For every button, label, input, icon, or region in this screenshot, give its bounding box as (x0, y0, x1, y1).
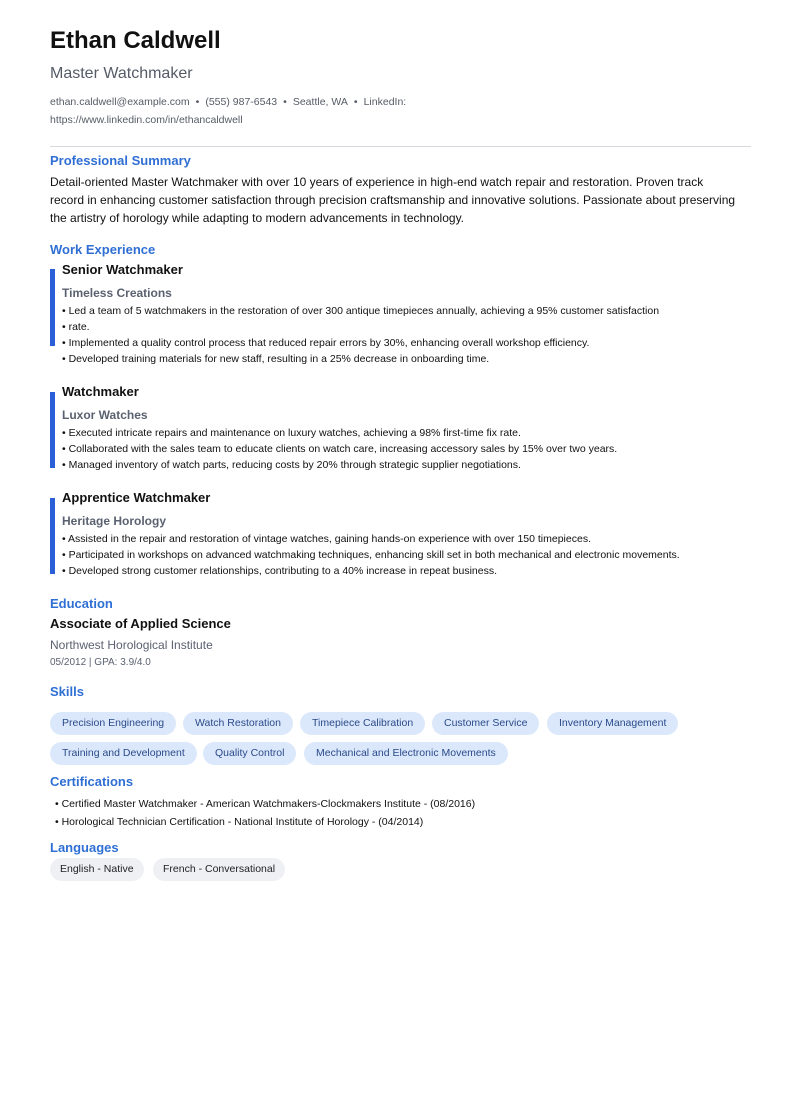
job-bullet: • Developed strong customer relationships, contributing to a 40% increase in repeat business. (62, 565, 498, 577)
job-bullet: • Collaborated with the sales team to educate clients on watch care, increasing accessory sales by 15% over two years. (62, 443, 618, 455)
contact-linkedin-url[interactable]: https://www.linkedin.com/in/ethancaldwell (50, 114, 243, 126)
section-title-languages: Languages (50, 840, 119, 855)
job-bullet: • Led a team of 5 watchmakers in the restoration of over 300 antique timepieces annually, achieving a 95% customer satisfaction (62, 305, 660, 317)
job-bullet: • Implemented a quality control process that reduced repair errors by 30%, enhancing overall workshop efficiency. (62, 337, 590, 349)
job-title: Senior Watchmaker (62, 262, 183, 277)
certification-item: • Certified Master Watchmaker - American Watchmakers-Clockmakers Institute - (08/2016) (55, 798, 476, 810)
job-company: Heritage Horology (62, 514, 167, 528)
certification-item: • Horological Technician Certification - National Institute of Horology - (04/2014) (55, 816, 424, 828)
job-bullet: • Participated in workshops on advanced watchmaking techniques, enhancing skill set in both mechanical and electronic movements. (62, 549, 680, 561)
job-company: Timeless Creations (62, 286, 172, 300)
skill-chip: Mechanical and Electronic Movements (304, 742, 508, 765)
contact-separator: • (283, 96, 287, 108)
job-company: Luxor Watches (62, 408, 148, 422)
contact-phone: (555) 987-6543 (205, 96, 278, 108)
job-bullet: • Managed inventory of watch parts, reducing costs by 20% through strategic supplier negotiations. (62, 459, 521, 471)
candidate-name: Ethan Caldwell (50, 27, 221, 54)
job-bullets (62, 425, 722, 473)
contact-linkedin-label: LinkedIn: (363, 96, 407, 108)
job-bullet: • Executed intricate repairs and maintenance on luxury watches, achieving a 98% first-time fix rate. (62, 427, 521, 439)
language-chip: French - Conversational (153, 858, 285, 881)
skill-chip: Customer Service (432, 712, 539, 735)
job-title: Apprentice Watchmaker (62, 490, 211, 505)
header-divider (50, 146, 751, 147)
education-meta: 05/2012 | GPA: 3.9/4.0 (50, 657, 151, 668)
job-bullet: • Assisted in the repair and restoration of vintage watches, gaining hands-on experience with over 150 timepieces. (62, 533, 591, 545)
education-school: Northwest Horological Institute (50, 638, 213, 652)
candidate-title: Master Watchmaker (50, 65, 193, 82)
contact-separator: • (195, 96, 200, 108)
job-bullets (62, 531, 722, 579)
contact-info (50, 93, 430, 129)
skill-chip: Training and Development (50, 742, 197, 765)
section-title-education: Education (50, 596, 113, 611)
education-degree: Associate of Applied Science (50, 616, 231, 631)
job-bullet: • Developed training materials for new staff, resulting in a 25% decrease in onboarding time. (62, 353, 490, 365)
certification-list (55, 795, 705, 831)
contact-separator: • (353, 96, 358, 108)
skill-chip: Watch Restoration (183, 712, 293, 735)
contact-email[interactable]: ethan.caldwell@example.com (50, 96, 190, 108)
skill-chip: Inventory Management (547, 712, 678, 735)
section-title-experience: Work Experience (50, 242, 156, 257)
contact-location: Seattle, WA (292, 96, 348, 108)
section-title-skills: Skills (50, 684, 84, 699)
language-chip: English - Native (50, 858, 144, 881)
job-bullets (62, 303, 722, 367)
skill-chip: Precision Engineering (50, 712, 176, 735)
section-title-certifications: Certifications (50, 774, 134, 789)
section-title-summary: Professional Summary (50, 153, 191, 168)
summary-text: Detail-oriented Master Watchmaker with over 10 years of experience in high-end watch repair and restoration. Proven track record in enhancing customer satisfaction through precision craftsmanship and innovative solutions. Passionate about preserving the artistry of horology while adapting to modern advancements in technology. (50, 175, 736, 225)
skill-chip: Timepiece Calibration (300, 712, 425, 735)
job-title: Watchmaker (62, 384, 139, 399)
skill-chip: Quality Control (203, 742, 296, 765)
job-bullet: • rate. (62, 321, 90, 333)
